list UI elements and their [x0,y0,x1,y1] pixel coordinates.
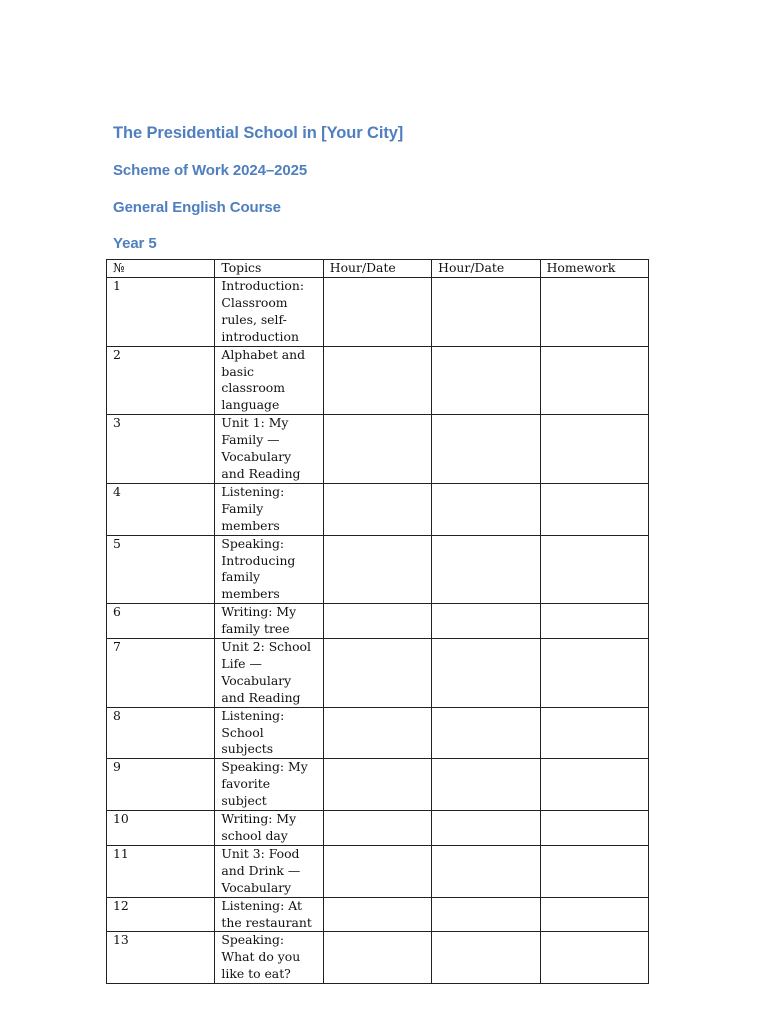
table-row [107,759,649,811]
hour-date-cell-1 [323,932,431,984]
homework-cell [540,415,648,484]
table-row [107,483,649,535]
hour-date-cell-1 [323,707,431,759]
hour-date-cell-2 [432,483,540,535]
hour-date-cell-2 [432,845,540,897]
row-number-cell: 3 [107,415,215,484]
homework-cell [540,535,648,604]
row-number-cell: 12 [107,897,215,932]
row-number-cell: 6 [107,604,215,639]
column-header-topics: Topics [215,260,323,278]
row-number-cell: 10 [107,811,215,846]
hour-date-cell-1 [323,278,431,347]
table-row [107,932,649,984]
course-title: General English Course [113,199,281,216]
row-number-cell: 11 [107,845,215,897]
table-row [107,811,649,846]
scheme-title: Scheme of Work 2024–2025 [113,162,308,179]
row-number-cell: 4 [107,483,215,535]
table-row [107,897,649,932]
homework-cell [540,707,648,759]
topic-cell: Alphabet and basic classroom language [215,346,323,415]
row-number-cell: 13 [107,932,215,984]
row-number-cell: 8 [107,707,215,759]
table-row [107,604,649,639]
hour-date-cell-2 [432,278,540,347]
column-header-number: № [107,260,215,278]
homework-cell [540,639,648,708]
topic-cell: Unit 3: Food and Drink — Vocabulary [215,845,323,897]
hour-date-cell-1 [323,845,431,897]
row-number-cell: 7 [107,639,215,708]
topic-cell: Writing: My school day [215,811,323,846]
row-number-cell: 2 [107,346,215,415]
table-row [107,535,649,604]
column-header-hour-date-2: Hour/Date [432,260,540,278]
topic-cell: Writing: My family tree [215,604,323,639]
table-row [107,707,649,759]
hour-date-cell-1 [323,483,431,535]
row-number-cell: 1 [107,278,215,347]
topic-cell: Speaking: Introducing family members [215,535,323,604]
school-title: The Presidential School in [Your City] [113,124,404,142]
scheme-of-work-table [106,259,649,984]
table-row [107,278,649,347]
homework-cell [540,278,648,347]
hour-date-cell-1 [323,897,431,932]
row-number-cell: 5 [107,535,215,604]
homework-cell [540,346,648,415]
table-row [107,346,649,415]
hour-date-cell-1 [323,759,431,811]
hour-date-cell-1 [323,415,431,484]
hour-date-cell-2 [432,346,540,415]
topic-cell: Speaking: What do you like to eat? [215,932,323,984]
column-header-homework: Homework [540,260,648,278]
homework-cell [540,811,648,846]
topic-cell: Unit 1: My Family — Vocabulary and Reading [215,415,323,484]
topic-cell: Listening: At the restaurant [215,897,323,932]
year-title: Year 5 [113,235,157,252]
hour-date-cell-1 [323,811,431,846]
hour-date-cell-2 [432,759,540,811]
hour-date-cell-2 [432,535,540,604]
table-row [107,845,649,897]
hour-date-cell-2 [432,707,540,759]
hour-date-cell-2 [432,932,540,984]
homework-cell [540,483,648,535]
homework-cell [540,759,648,811]
homework-cell [540,604,648,639]
homework-cell [540,897,648,932]
table-row [107,415,649,484]
hour-date-cell-2 [432,639,540,708]
topic-cell: Introduction: Classroom rules, self-introduction [215,278,323,347]
hour-date-cell-1 [323,604,431,639]
table-row [107,639,649,708]
topic-cell: Speaking: My favorite subject [215,759,323,811]
hour-date-cell-1 [323,346,431,415]
hour-date-cell-2 [432,897,540,932]
hour-date-cell-2 [432,415,540,484]
hour-date-cell-2 [432,604,540,639]
table-header-row [107,260,649,278]
topic-cell: Listening: Family members [215,483,323,535]
hour-date-cell-1 [323,639,431,708]
row-number-cell: 9 [107,759,215,811]
hour-date-cell-1 [323,535,431,604]
homework-cell [540,845,648,897]
topic-cell: Listening: School subjects [215,707,323,759]
topic-cell: Unit 2: School Life — Vocabulary and Reading [215,639,323,708]
hour-date-cell-2 [432,811,540,846]
homework-cell [540,932,648,984]
column-header-hour-date-1: Hour/Date [323,260,431,278]
